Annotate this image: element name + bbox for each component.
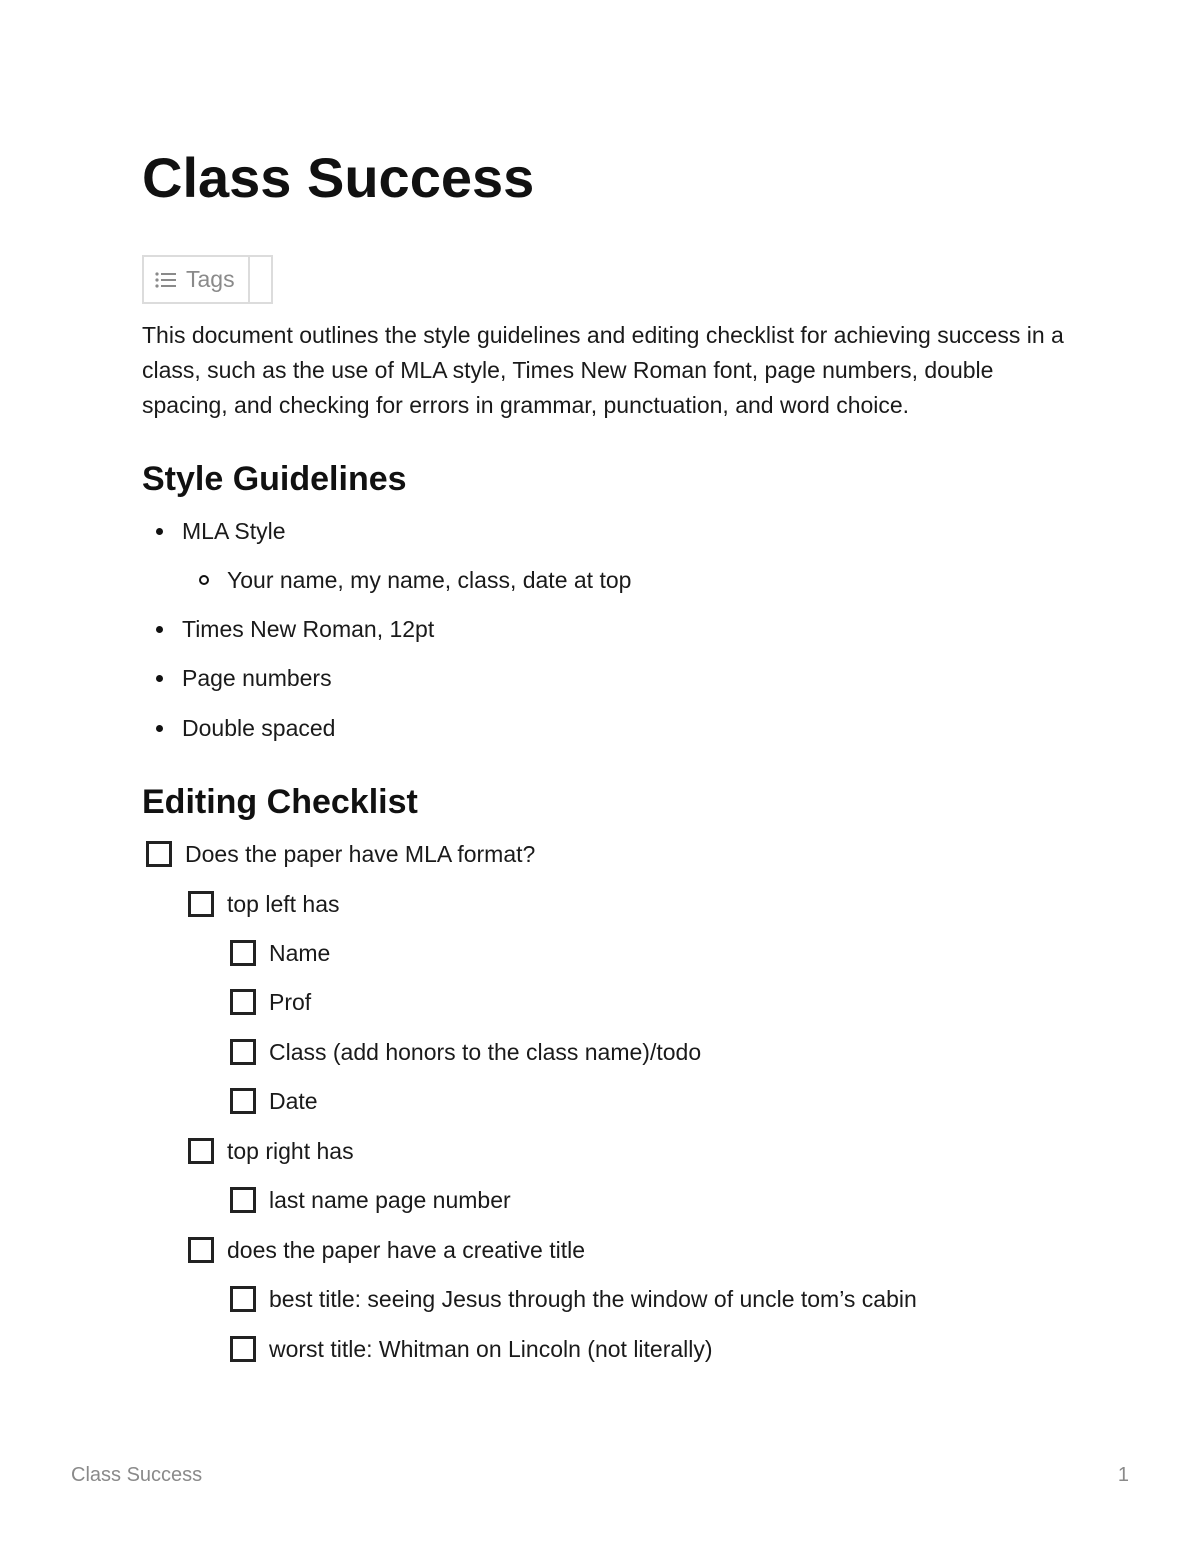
checkbox[interactable]	[230, 1039, 256, 1065]
list-item	[199, 565, 631, 595]
checklist-item	[230, 1086, 318, 1116]
checklist-item-label: Name	[269, 940, 331, 966]
footer-page-number: 1	[1117, 1464, 1129, 1486]
tags-field[interactable]	[144, 257, 250, 302]
checklist-item-label: Does the paper have MLA format?	[185, 841, 536, 867]
checklist-item	[230, 987, 311, 1017]
list-item	[156, 713, 335, 743]
footer-document-name: Class Success	[71, 1464, 203, 1486]
tags-label: Tags	[186, 266, 235, 292]
checklist-item	[188, 1235, 585, 1265]
checklist-item-label: worst title: Whitman on Lincoln (not literally)	[269, 1336, 713, 1362]
tags-property[interactable]	[142, 255, 273, 304]
bullet-ring	[199, 575, 209, 585]
bullet-dot	[156, 528, 163, 535]
checkbox[interactable]	[230, 1336, 256, 1362]
page-title: Class Success	[142, 146, 535, 209]
bullet-dot	[156, 725, 163, 732]
checklist-item	[230, 1185, 511, 1215]
checklist-item-label: top right has	[227, 1138, 354, 1164]
checklist-item	[188, 1136, 354, 1166]
checklist-item	[230, 1334, 713, 1364]
checklist-item-label: Prof	[269, 989, 312, 1015]
checkbox[interactable]	[146, 841, 172, 867]
checklist-item-label: Date	[269, 1088, 318, 1114]
checklist-item	[146, 839, 535, 869]
checklist-item-label: top left has	[227, 891, 340, 917]
checkbox[interactable]	[230, 1088, 256, 1114]
style-guidelines-heading: Style Guidelines	[142, 460, 407, 498]
checklist-item	[188, 889, 340, 919]
list-item	[156, 614, 434, 644]
bullet-dot	[156, 626, 163, 633]
checkbox[interactable]	[188, 891, 214, 917]
list-item	[156, 516, 286, 546]
list-item-label: MLA Style	[182, 518, 286, 544]
list-item-label: Double spaced	[182, 715, 336, 741]
checkbox[interactable]	[230, 1187, 256, 1213]
checklist-item	[230, 1037, 701, 1067]
list-icon	[155, 271, 177, 289]
checklist-item-label: Class (add honors to the class name)/todo	[269, 1039, 702, 1065]
editing-checklist-heading: Editing Checklist	[142, 783, 418, 821]
checklist-item-label: last name page number	[269, 1187, 511, 1213]
checkbox[interactable]	[230, 1286, 256, 1312]
checklist-item-label: does the paper have a creative title	[227, 1237, 586, 1263]
checklist-item	[230, 1284, 917, 1314]
checklist-item-label: best title: seeing Jesus through the window of uncle tom’s cabin	[269, 1286, 917, 1312]
checkbox[interactable]	[230, 989, 256, 1015]
checkbox[interactable]	[188, 1237, 214, 1263]
checkbox[interactable]	[188, 1138, 214, 1164]
list-item	[156, 663, 332, 693]
bullet-dot	[156, 675, 163, 682]
list-item-label: Your name, my name, class, date at top	[227, 567, 632, 593]
list-item-label: Page numbers	[182, 665, 332, 691]
list-item-label: Times New Roman, 12pt	[182, 616, 435, 642]
document-summary: This document outlines the style guidelines and editing checklist for achieving success in a class, such as the use of MLA style, Times New Roman font, page numbers, double spacing, and checking for errors in grammar, punctuation, and word choice.	[142, 322, 1064, 418]
checklist-item	[230, 938, 330, 968]
checkbox[interactable]	[230, 940, 256, 966]
